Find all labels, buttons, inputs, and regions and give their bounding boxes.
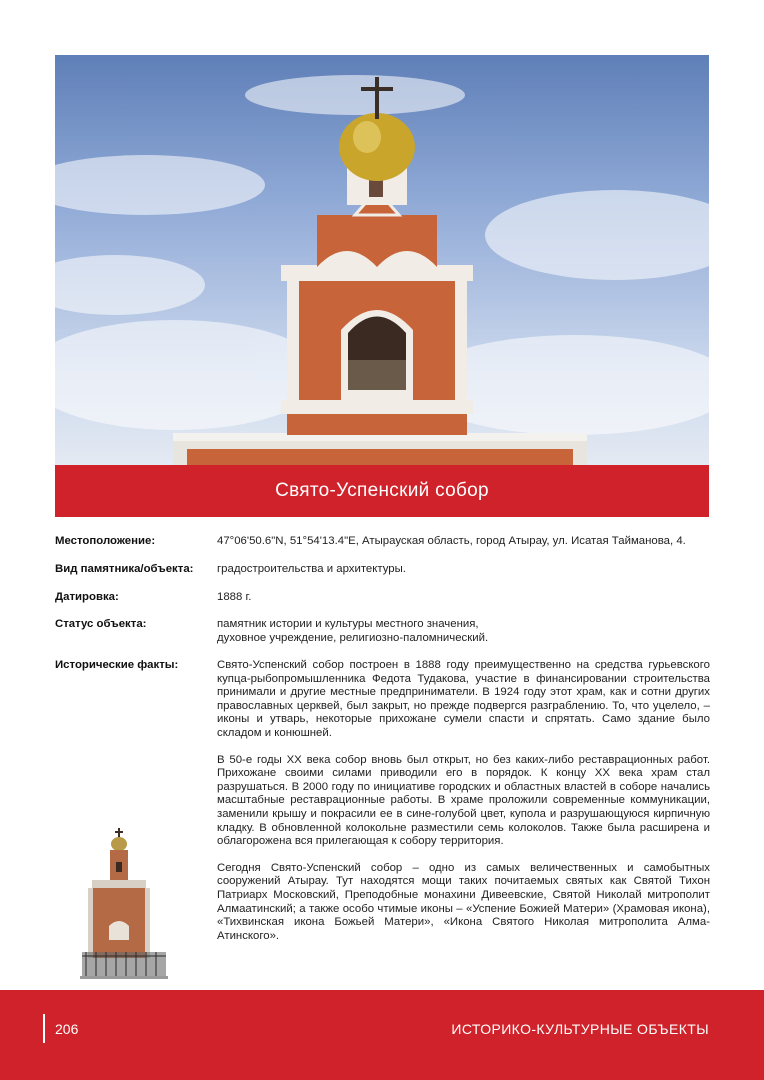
field-location: [55, 535, 710, 551]
bell-tower-illustration: [55, 55, 709, 465]
field-value: 1888 г.: [217, 591, 252, 603]
field-label: Датировка:: [55, 591, 119, 603]
field-value: [217, 659, 710, 956]
status-line: духовное учреждение, религиозно-паломнический.: [217, 631, 489, 644]
field-monument-type: [55, 563, 710, 579]
field-label: Исторические факты:: [55, 659, 179, 671]
field-label: Местоположение:: [55, 535, 156, 547]
field-label: Вид памятника/объекта:: [55, 563, 194, 575]
hero-photo-bell-tower: [55, 55, 709, 465]
field-value: 47°06'50.6"N, 51°54'13.4"E, Атырауская область, город Атырау, ул. Исатая Тайманова, 4.: [217, 535, 686, 547]
cathedral-thumbnail-image: [72, 828, 180, 980]
page-number: 206: [55, 1021, 79, 1037]
page-footer: [0, 990, 764, 1080]
footer-divider: [43, 1014, 45, 1043]
page-title: Свято-Успенский собор: [55, 465, 709, 517]
section-title: ИСТОРИКО-КУЛЬТУРНЫЕ ОБЪЕКТЫ: [451, 1021, 709, 1037]
field-dating: [55, 591, 710, 607]
history-paragraph: В 50-е годы XX века собор вновь был открыт, но без каких-либо реставрационных работ. Прихожане своими силами приводили его в порядок. К концу XX века храм стал разрушаться. В 2000 году по инициативе городских и областных властей в соборе начались масштабные реставрационные работы. В храме проложили современные коммуникации, заменили крышу и покрасили ее в сине-голубой цвет, купола и разрушающуюся кирпичную кладку. В обновленной колокольне разместили семь колоколов. Также была расширена и облагорожена вся прилегающая к собору территория.: [217, 753, 710, 848]
field-label: Статус объекта:: [55, 618, 147, 630]
field-status: [55, 618, 710, 648]
history-paragraph: Свято-Успенский собор построен в 1888 году преимущественно на средства гурьевского купца-рыбопромышленника Федота Тудакова, участие в финансировании строительства принимали и другие местные предприниматели. В 1924 году этот храм, как и сотни других православных церквей, был закрыт, но прежде подвергся разграблению. То, что уцелело, – иконы и утварь, некоторые прихожане сумели спасти и спрятать. Само здание было складом и конюшней.: [217, 659, 710, 739]
status-line: памятник истории и культуры местного значения,: [217, 618, 479, 630]
field-value: градостроительства и архитектуры.: [217, 563, 406, 575]
history-paragraph: Сегодня Свято-Успенский собор – одно из самых величественных и самобытных сооружений Атырау. Тут находятся мощи таких почитаемых святых как Святой Тихон Патриарх Московский, Преподобные монахини Дивеевские, Святой Николай митрополит Алмаатинский; а также особо чтимые иконы – «Успение Божией Матери» (Храмовая икона), «Тихвинская икона Божьей Матери», «Икона Святого Николая митрополита Алма-Атинского».: [217, 861, 710, 942]
field-value: [217, 618, 710, 645]
